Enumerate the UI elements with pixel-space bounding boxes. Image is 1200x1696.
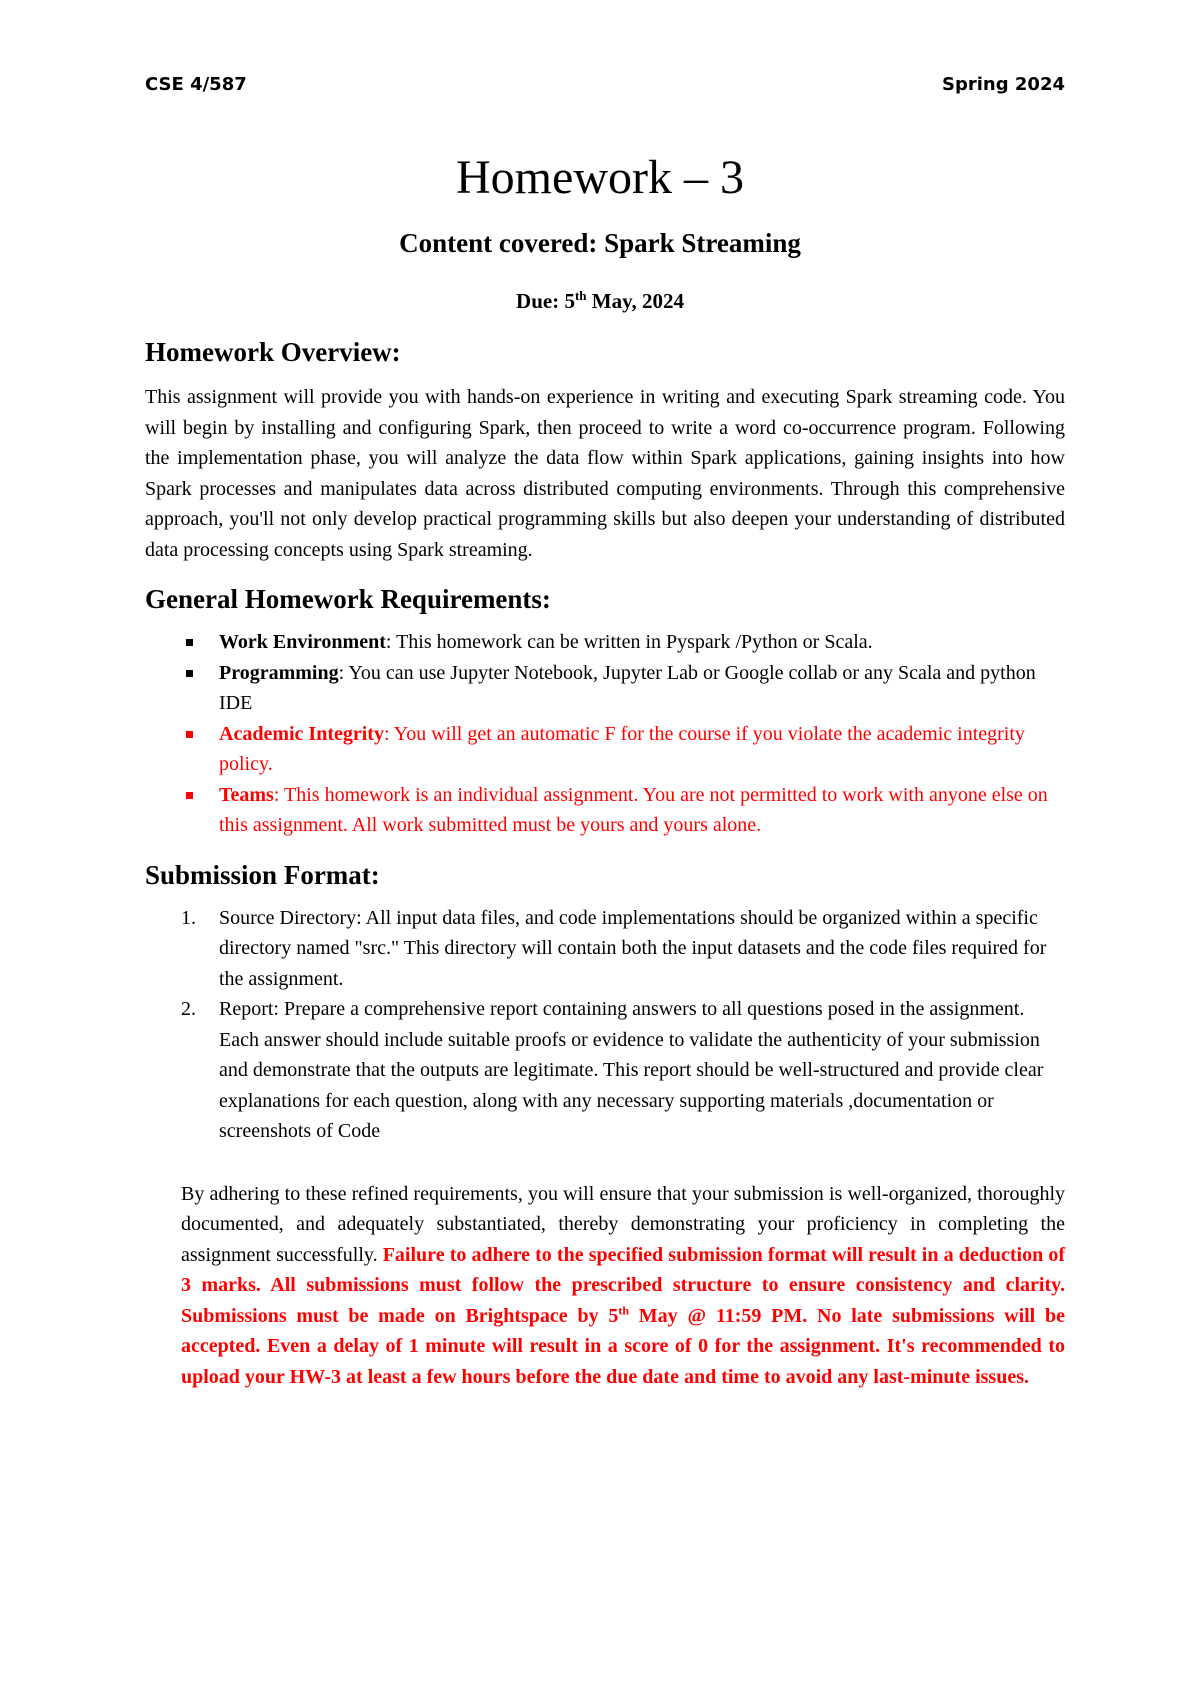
requirement-item-warning: Academic Integrity: You will get an automatic F for the course if you violate the academic integrity policy. xyxy=(145,719,1065,780)
closing-paragraph: By adhering to these refined requirements, you will ensure that your submission is well-organized, thoroughly documented, and adequately substantiated, thereby demonstrating your proficiency in completing the assignment successfully. Failure to adhere to the specified submission format will result in a deduction of 3 marks. All submissions must follow the prescribed structure to ensure consistency and clarity. Submissions must be made on Brightspace by 5th May @ 11:59 PM. No late submissions will be accepted. Even a delay of 1 minute will result in a score of 0 for the assignment. It's recommended to upload your HW-3 at least a few hours before the due date and time to avoid any last-minute issues. xyxy=(181,1182,1066,1388)
submission-item: 1. Source Directory: All input data files, and code implementations should be organized within a specific directory named "src." This directory will contain both the input datasets and the code files required for the assignment. xyxy=(181,906,1047,990)
submission-list xyxy=(145,903,1065,1147)
requirement-item-warning: Teams: This homework is an individual assignment. You are not permitted to work with anyone else on this assignment. All work submitted must be yours and yours alone. xyxy=(145,780,1065,841)
submission-item: 2. Report: Prepare a comprehensive report containing answers to all questions posed in the assignment. Each answer should include suitable proofs or evidence to validate the authenticity of your submission and demonstrate that the outputs are legitimate. This report should be well-structured and provide clear explanations for each question, along with any necessary supporting materials ,documentation or screenshots of Code xyxy=(181,998,1044,1142)
bullet-square-icon xyxy=(186,792,193,799)
requirement-item: Programming: You can use Jupyter Notebook, Jupyter Lab or Google collab or any Scala and python IDE xyxy=(145,658,1065,719)
term: Spring 2024 xyxy=(942,74,1065,95)
bullet-square-icon xyxy=(186,639,193,646)
document-body xyxy=(145,330,1065,1392)
overview-paragraph: This assignment will provide you with hands-on experience in writing and executing Spark streaming code. You will begin by installing and configuring Spark, then proceed to write a word co-occurrence program. Following the implementation phase, you will analyze the data flow within Spark applications, gaining insights into how Spark processes and manipulates data across distributed computing environments. Through this comprehensive approach, you'll not only develop practical programming skills but also deepen your understanding of distributed data processing concepts using Spark streaming. xyxy=(145,386,1065,561)
late-policy-warning: Failure to adhere to the specified submission format will result in a deduction of 3 marks. All submissions must follow the prescribed structure to ensure consistency and clarity. Submissions must be made on Brightspace by 5th May @ 11:59 PM. No late submissions will be accepted. Even a delay of 1 minute will result in a score of 0 for the assignment. It's recommended to upload your HW-3 at least a few hours before the due date and time to avoid any last-minute issues. xyxy=(181,1243,1066,1388)
due-date: Due: 5th May, 2024 xyxy=(516,288,684,313)
running-header xyxy=(145,74,1065,95)
bullet-square-icon xyxy=(186,731,193,738)
submission-heading: Submission Format: xyxy=(145,859,380,890)
page-subtitle: Content covered: Spark Streaming xyxy=(399,228,801,258)
overview-heading: Homework Overview: xyxy=(145,337,401,367)
page-title: Homework – 3 xyxy=(456,151,744,204)
course-code: CSE 4/587 xyxy=(145,74,247,95)
bullet-square-icon xyxy=(186,670,193,677)
requirements-heading: General Homework Requirements: xyxy=(145,584,551,614)
requirements-list xyxy=(145,627,1065,841)
requirement-item: Work Environment: This homework can be written in Pyspark /Python or Scala. xyxy=(145,627,1065,658)
